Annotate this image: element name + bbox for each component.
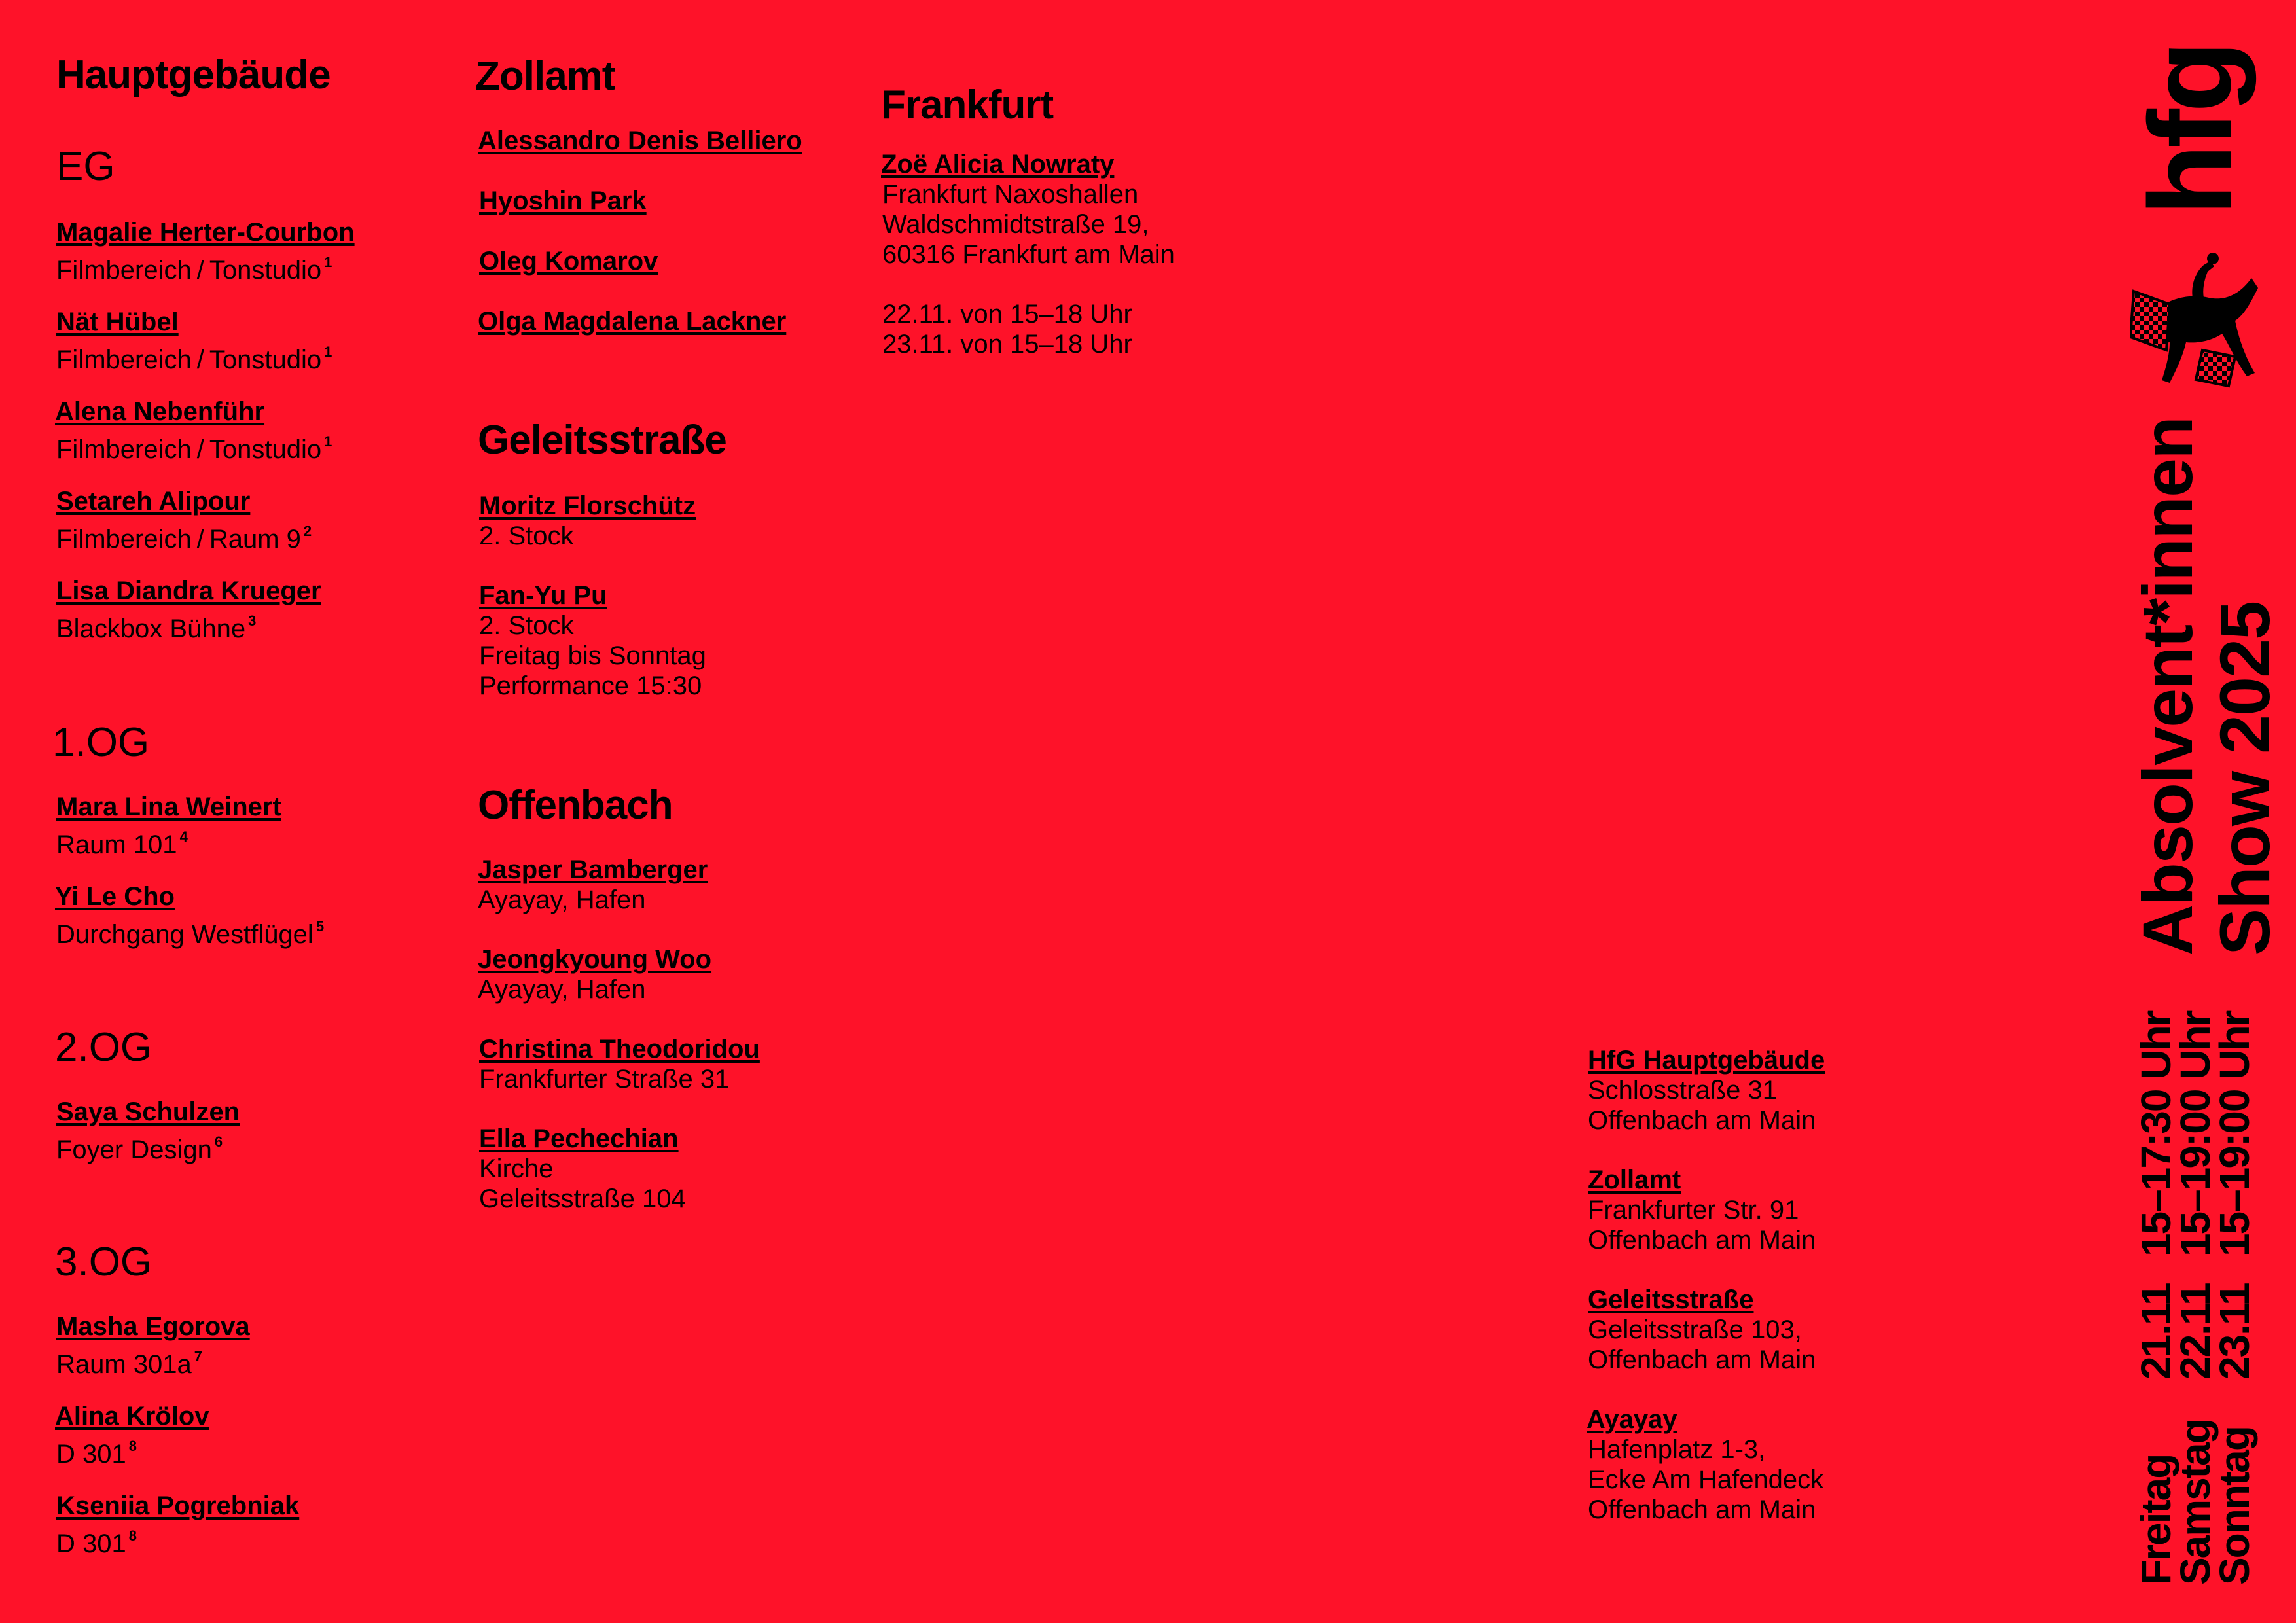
artist-location: 2. Stock [479, 522, 574, 550]
venue-address: Frankfurter Str. 91 [1588, 1196, 1799, 1224]
footnote-marker: 1 [324, 344, 332, 360]
artist-name[interactable]: Magalie Herter-Courbon [56, 218, 355, 247]
artist-location: 2. Stock [479, 611, 574, 640]
venue-name[interactable]: Ayayay [1587, 1405, 1677, 1434]
artist-name[interactable]: Masha Egorova [56, 1312, 250, 1341]
floor-label: 3.OG [55, 1240, 152, 1285]
show-title-line2: Show 2025 [2205, 601, 2284, 955]
section-title: Zollamt [475, 54, 615, 99]
footnote-marker: 5 [315, 918, 325, 935]
footnote-marker: 8 [128, 1438, 137, 1454]
footnote-marker: 6 [214, 1133, 223, 1150]
artist-name[interactable]: Hyoshin Park [479, 187, 647, 215]
artist-location: Filmbereich / Tonstudio $^1$ [56, 433, 332, 464]
artist-name[interactable]: Alessandro Denis Belliero [478, 126, 802, 155]
artist-name[interactable]: Jeongkyoung Woo [478, 945, 712, 974]
floor-label: 2.OG [55, 1025, 152, 1070]
artist-name[interactable]: Moritz Florschütz [479, 491, 696, 520]
footnote-marker: 2 [303, 523, 312, 539]
artist-location: 60316 Frankfurt am Main [882, 240, 1175, 269]
artist-location: D 301 $^8$ [56, 1527, 137, 1558]
artist-location: Raum 101 $^4$ [56, 829, 188, 859]
artist-location: Raum 301a $^7$ [56, 1348, 203, 1379]
footnote-marker: 1 [324, 433, 332, 450]
venue-address: Offenbach am Main [1588, 1495, 1816, 1524]
date-line: 22.11. von 15–18 Uhr [882, 300, 1132, 329]
hfg-logo: hfg [2125, 45, 2257, 216]
artist-name[interactable]: Fan-Yu Pu [479, 581, 607, 610]
schedule-time: 15–19:00 Uhr [2211, 1011, 2258, 1257]
venue-address: Offenbach am Main [1588, 1346, 1816, 1374]
artist-name[interactable]: Mara Lina Weinert [56, 793, 281, 821]
schedule-day: Sonntag [2211, 1427, 2258, 1585]
artist-name[interactable]: Jasper Bamberger [478, 855, 708, 884]
footnote-marker: 4 [179, 829, 188, 845]
venue-name[interactable]: Zollamt [1588, 1166, 1681, 1194]
floor-label: 1.OG [52, 720, 150, 765]
artist-location: Foyer Design $^6$ [56, 1133, 223, 1164]
schedule-day: Freitag [2132, 1454, 2179, 1585]
date-line: 23.11. von 15–18 Uhr [882, 330, 1132, 359]
footnote-marker: 8 [128, 1527, 137, 1544]
artist-location: Frankfurt Naxoshallen [882, 180, 1139, 209]
artist-name[interactable]: Olga Magdalena Lackner [478, 307, 787, 336]
show-title-line1: Absolvent*innen [2128, 417, 2207, 955]
artist-location: D 301 $^8$ [56, 1438, 137, 1469]
artist-performance: Performance 15:30 [479, 671, 702, 700]
venue-address: Offenbach am Main [1588, 1106, 1816, 1135]
artist-schedule: Freitag bis Sonntag [479, 641, 706, 670]
artist-location: Ayayay, Hafen [478, 885, 646, 914]
venue-address: Hafenplatz 1-3, [1588, 1435, 1766, 1464]
schedule-time: 15–19:00 Uhr [2172, 1011, 2219, 1257]
venue-address: Geleitsstraße 103, [1588, 1315, 1802, 1344]
venue-address: Ecke Am Hafendeck [1588, 1465, 1824, 1494]
horse-rider-icon [2130, 252, 2265, 389]
venue-name[interactable]: Geleitsstraße [1588, 1285, 1754, 1314]
section-title: Offenbach [478, 783, 673, 828]
artist-name[interactable]: Christina Theodoridou [479, 1035, 760, 1063]
artist-location: Durchgang Westflügel $^5$ [56, 918, 325, 949]
artist-location: Geleitsstraße 104 [479, 1185, 686, 1213]
venue-name[interactable]: HfG Hauptgebäude [1588, 1046, 1825, 1075]
artist-name[interactable]: Lisa Diandra Krueger [56, 577, 321, 605]
artist-name[interactable]: Kseniia Pogrebniak [56, 1491, 300, 1520]
artist-name[interactable]: Zoë Alicia Nowraty [881, 150, 1115, 179]
artist-location: Filmbereich / Raum 9 $^2$ [56, 523, 312, 554]
artist-name[interactable]: Nät Hübel [56, 308, 179, 336]
section-title: Frankfurt [881, 82, 1054, 128]
artist-name[interactable]: Saya Schulzen [56, 1097, 240, 1126]
footnote-marker: 7 [194, 1348, 203, 1364]
artist-location: Filmbereich / Tonstudio $^1$ [56, 344, 332, 374]
footnote-marker: 1 [324, 254, 332, 270]
schedule-date: 23.11 [2211, 1283, 2258, 1380]
venue-address: Schlosstraße 31 [1588, 1076, 1778, 1105]
artist-location: Ayayay, Hafen [478, 975, 646, 1004]
schedule-day: Samstag [2172, 1419, 2219, 1585]
artist-name[interactable]: Alena Nebenführ [55, 397, 265, 426]
floor-label: EG [56, 144, 115, 189]
artist-location: Waldschmidtstraße 19, [882, 210, 1149, 239]
artist-location: Frankfurter Straße 31 [479, 1065, 730, 1094]
schedule-date: 22.11 [2172, 1283, 2219, 1380]
artist-name[interactable]: Oleg Komarov [479, 247, 658, 276]
section-title: Hauptgebäude [56, 52, 331, 98]
artist-location: Blackbox Bühne $^3$ [56, 613, 257, 643]
schedule-date: 21.11 [2132, 1283, 2179, 1380]
artist-name[interactable]: Alina Krölov [55, 1402, 209, 1431]
artist-location: Kirche [479, 1154, 554, 1183]
venue-address: Offenbach am Main [1588, 1226, 1816, 1255]
artist-name[interactable]: Ella Pechechian [479, 1124, 679, 1153]
footnote-marker: 3 [248, 613, 257, 629]
artist-name[interactable]: Setareh Alipour [56, 487, 251, 516]
artist-name[interactable]: Yi Le Cho [55, 882, 175, 911]
artist-location: Filmbereich / Tonstudio $^1$ [56, 254, 332, 285]
section-title: Geleitsstraße [478, 418, 726, 463]
schedule-time: 15–17:30 Uhr [2132, 1011, 2179, 1257]
